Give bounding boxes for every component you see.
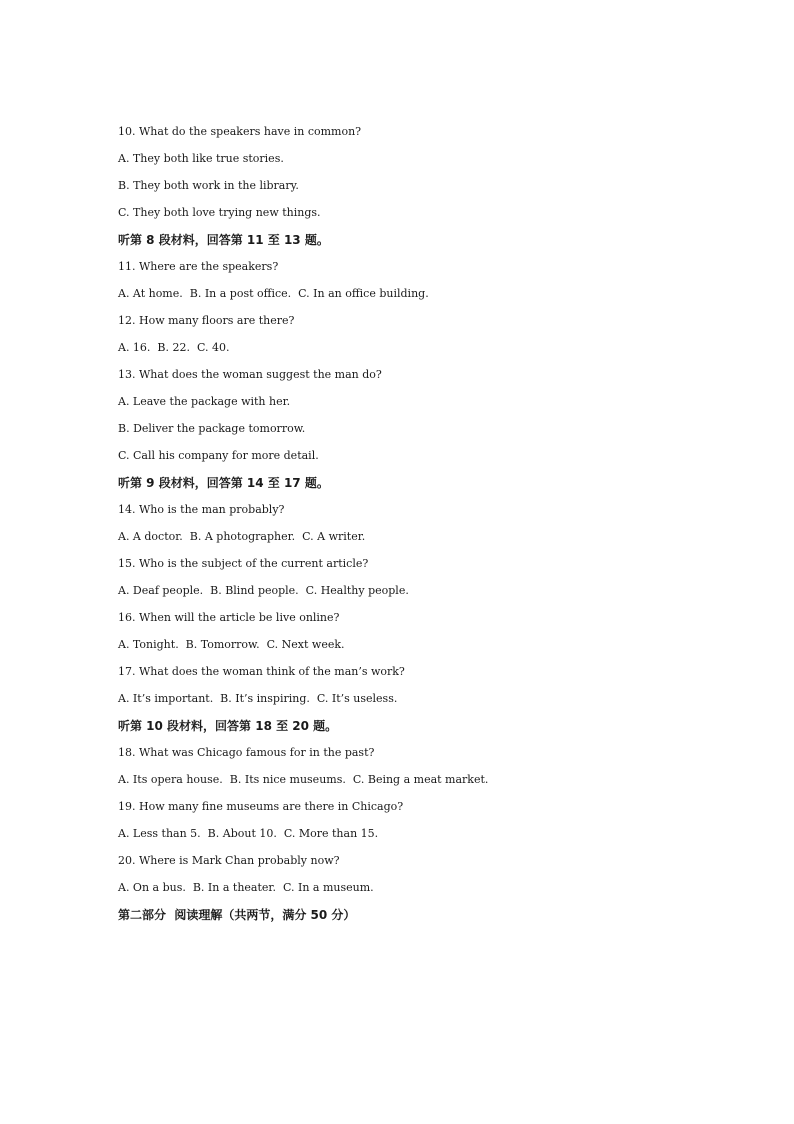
section-heading: 听第 10 段材料，回答第 18 至 20 题。 xyxy=(118,719,338,733)
option-line: C. Call his company for more detail. xyxy=(118,449,319,462)
option-line: A. Less than 5. B. About 10. C. More than 15. xyxy=(118,827,379,840)
question-line: 15. Who is the subject of the current article? xyxy=(118,557,369,570)
option-line: A. On a bus. B. In a theater. C. In a museum. xyxy=(118,881,374,894)
section-heading: 听第 9 段材料，回答第 14 至 17 题。 xyxy=(118,476,329,490)
option-line: B. They both work in the library. xyxy=(118,179,299,192)
option-line: C. They both love trying new things. xyxy=(118,206,321,219)
option-line: B. Deliver the package tomorrow. xyxy=(118,422,306,435)
part-heading: 第二部分 阅读理解（共两节，满分 50 分） xyxy=(118,908,356,922)
option-line: A. A doctor. B. A photographer. C. A writer. xyxy=(118,530,366,543)
question-line: 12. How many floors are there? xyxy=(118,314,295,327)
option-line: A. It’s important. B. It’s inspiring. C. It’s useless. xyxy=(118,692,398,705)
question-line: 19. How many fine museums are there in Chicago? xyxy=(118,800,404,813)
option-line: A. Its opera house. B. Its nice museums. C. Being a meat market. xyxy=(118,773,489,786)
question-line: 16. When will the article be live online? xyxy=(118,611,340,624)
question-line: 20. Where is Mark Chan probably now? xyxy=(118,854,340,867)
option-line: A. Leave the package with her. xyxy=(118,395,291,408)
document-page xyxy=(118,122,738,932)
option-line: A. Deaf people. B. Blind people. C. Healthy people. xyxy=(118,584,409,597)
question-line: 13. What does the woman suggest the man do? xyxy=(118,368,382,381)
option-line: A. At home. B. In a post office. C. In an office building. xyxy=(118,287,429,300)
question-line: 17. What does the woman think of the man’s work? xyxy=(118,665,405,678)
option-line: A. They both like true stories. xyxy=(118,152,284,165)
option-line: A. Tonight. B. Tomorrow. C. Next week. xyxy=(118,638,345,651)
section-heading: 听第 8 段材料，回答第 11 至 13 题。 xyxy=(118,233,329,247)
question-line: 14. Who is the man probably? xyxy=(118,503,285,516)
question-line: 10. What do the speakers have in common? xyxy=(118,125,362,138)
question-line: 18. What was Chicago famous for in the past? xyxy=(118,746,375,759)
option-line: A. 16. B. 22. C. 40. xyxy=(118,341,230,354)
question-line: 11. Where are the speakers? xyxy=(118,260,279,273)
